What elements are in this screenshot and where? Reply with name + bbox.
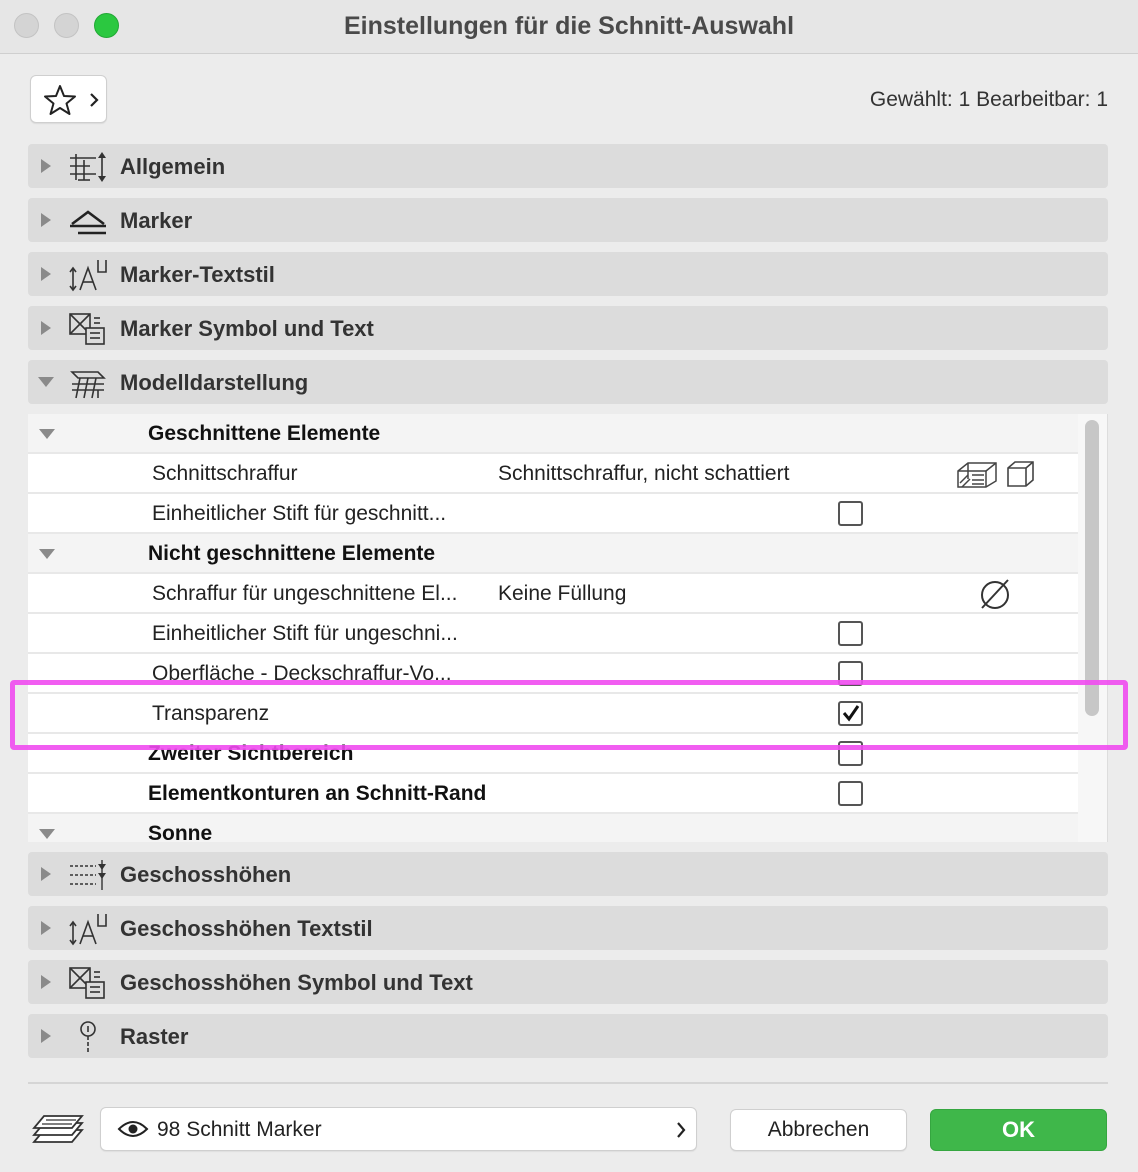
tree-row-transparency[interactable] <box>28 694 1078 734</box>
selection-count: Gewählt: 1 Bearbeitbar: 1 <box>869 88 1108 111</box>
window-title: Einstellungen für die Schnitt-Auswahl <box>343 12 795 40</box>
text-style-icon <box>68 258 108 292</box>
uniform-pen-uncut-checkbox[interactable] <box>838 621 863 646</box>
panel-label: Modelldarstellung <box>120 370 309 395</box>
disclosure-down-icon[interactable] <box>38 548 56 560</box>
marker-selector-label: 98 Schnitt Marker <box>157 1118 322 1141</box>
tree-row-cut-fill[interactable] <box>28 454 1078 494</box>
model-display-tree[interactable] <box>28 414 1108 842</box>
transparency-checkbox[interactable] <box>838 701 863 726</box>
symbol-text-icon <box>68 966 108 1000</box>
title-bar <box>0 0 1138 54</box>
panel-modelldarstellung[interactable] <box>28 360 1108 404</box>
tree-row-uniform-pen-cut[interactable] <box>28 494 1078 534</box>
panel-label: Geschosshöhen Symbol und Text <box>120 970 473 995</box>
tree-row-surface[interactable] <box>28 654 1078 694</box>
grid-icon <box>68 1020 108 1054</box>
model-display-icon <box>68 366 108 400</box>
footer-divider <box>28 1082 1108 1084</box>
group-label: Nicht geschnittene Elemente <box>148 542 436 565</box>
uniform-pen-cut-checkbox[interactable] <box>838 501 863 526</box>
disclosure-right-icon <box>40 158 52 174</box>
disclosure-right-icon <box>40 974 52 990</box>
row-label: Oberfläche - Deckschraffur-Vo... <box>152 662 452 685</box>
panel-label: Raster <box>120 1024 189 1049</box>
no-fill-icon[interactable] <box>978 577 1012 611</box>
disclosure-right-icon <box>40 320 52 336</box>
disclosure-right-icon <box>40 212 52 228</box>
tree-row-second-view[interactable] <box>28 734 1078 774</box>
tree-row-contours[interactable] <box>28 774 1078 814</box>
text-style-icon <box>68 912 108 946</box>
layers-icon[interactable] <box>32 1112 84 1144</box>
panel-label: Geschosshöhen Textstil <box>120 916 373 941</box>
panel-geschosshoehen-symbol-text[interactable] <box>28 960 1108 1004</box>
star-icon <box>43 84 77 116</box>
row-label: Zweiter Sichtbereich <box>148 742 354 765</box>
row-label: Schnittschraffur <box>152 462 298 485</box>
ok-button[interactable]: OK <box>930 1109 1107 1151</box>
row-label: Einheitlicher Stift für ungeschni... <box>152 622 458 645</box>
disclosure-down-icon[interactable] <box>38 428 56 440</box>
panel-label: Marker-Textstil <box>120 262 275 287</box>
panel-marker[interactable] <box>28 198 1108 242</box>
disclosure-right-icon <box>40 266 52 282</box>
tree-group-cut-elements[interactable] <box>28 414 1078 454</box>
cancel-button[interactable]: Abbrechen <box>730 1109 907 1151</box>
checkmark-icon <box>841 703 861 723</box>
row-label: Elementkonturen an Schnitt-Rand <box>148 782 487 805</box>
favorites-button[interactable] <box>30 75 107 123</box>
scrollbar-thumb[interactable] <box>1085 420 1099 716</box>
shaded-fill-icon[interactable] <box>956 459 998 489</box>
tree-row-uncut-fill[interactable] <box>28 574 1078 614</box>
chevron-right-icon <box>676 1121 686 1139</box>
panel-raster[interactable] <box>28 1014 1108 1058</box>
row-value[interactable]: Schnittschraffur, nicht schattiert <box>498 462 790 485</box>
disclosure-right-icon <box>40 866 52 882</box>
panel-label: Marker <box>120 208 193 233</box>
tree-group-sun[interactable] <box>28 814 1078 842</box>
tree-scrollbar[interactable] <box>1078 414 1108 842</box>
panel-geschosshoehen[interactable] <box>28 852 1108 896</box>
surface-checkbox[interactable] <box>838 661 863 686</box>
group-label: Geschnittene Elemente <box>148 422 381 445</box>
panel-allgemein[interactable] <box>28 144 1108 188</box>
tree-row-uniform-pen-uncut[interactable] <box>28 614 1078 654</box>
cube-icon[interactable] <box>1006 460 1036 488</box>
general-settings-icon <box>68 150 108 184</box>
panel-label: Allgemein <box>120 154 226 179</box>
story-levels-icon <box>68 858 108 892</box>
panel-label: Marker Symbol und Text <box>120 316 374 341</box>
panel-label: Geschosshöhen <box>120 862 292 887</box>
tree-group-uncut-elements[interactable] <box>28 534 1078 574</box>
contours-checkbox[interactable] <box>838 781 863 806</box>
marker-icon <box>68 204 108 238</box>
symbol-text-icon <box>68 312 108 346</box>
row-value[interactable]: Keine Füllung <box>498 582 627 605</box>
row-label: Schraffur für ungeschnittene El... <box>152 582 458 605</box>
disclosure-right-icon <box>40 1028 52 1044</box>
row-label: Einheitlicher Stift für geschnitt... <box>152 502 447 525</box>
panel-geschosshoehen-textstil[interactable] <box>28 906 1108 950</box>
disclosure-down-icon[interactable] <box>38 828 56 840</box>
chevron-right-icon <box>89 92 99 108</box>
row-label: Transparenz <box>152 702 270 725</box>
panel-marker-symbol-text[interactable] <box>28 306 1108 350</box>
eye-icon[interactable] <box>117 1119 149 1139</box>
disclosure-right-icon <box>40 920 52 936</box>
second-view-checkbox[interactable] <box>838 741 863 766</box>
disclosure-down-icon <box>37 376 55 388</box>
group-label: Sonne <box>148 822 213 842</box>
panel-marker-textstil[interactable] <box>28 252 1108 296</box>
marker-selector[interactable] <box>100 1107 697 1151</box>
